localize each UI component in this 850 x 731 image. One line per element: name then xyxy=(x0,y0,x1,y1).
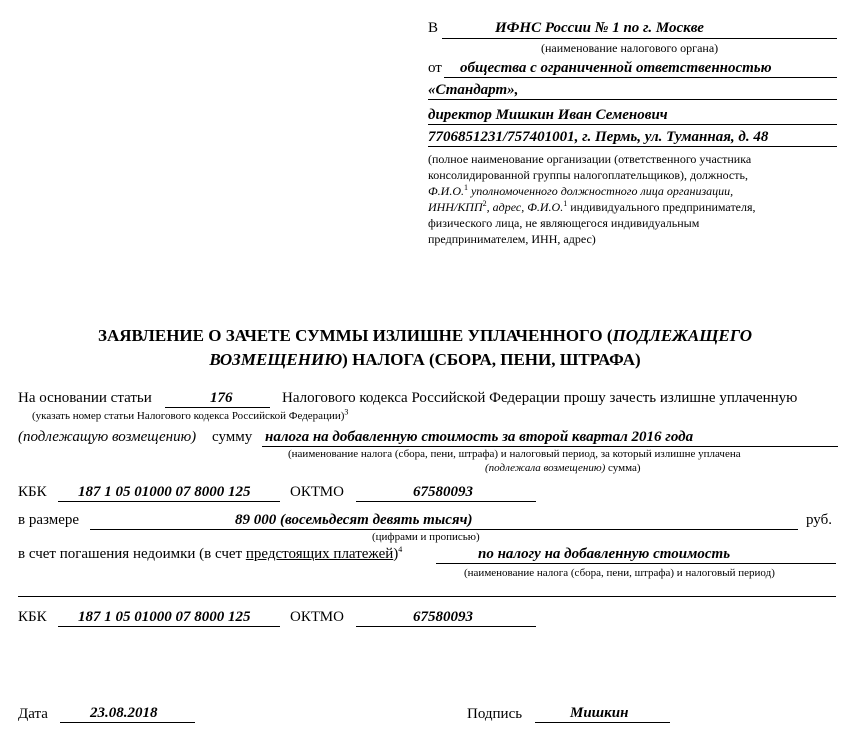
signature-value: Мишкин xyxy=(570,705,629,721)
oktmo2-underline xyxy=(356,626,536,627)
header-caption-line4: ИНН/КПП$^2$, адрес, Ф.И.О.$^1$ индивидуального предпринимателя, xyxy=(428,199,756,214)
amount-underline xyxy=(90,529,798,530)
from-label: от xyxy=(428,60,442,76)
from-underline-1 xyxy=(444,77,837,78)
oktmo2-label: ОКТМО xyxy=(290,609,344,625)
tax-name-underline xyxy=(262,446,838,447)
amount-caption: (цифрами и прописью) xyxy=(372,531,480,543)
debt-value: по налогу на добавленную стоимость xyxy=(478,546,731,562)
kbk-underline xyxy=(58,501,280,502)
signature-underline xyxy=(535,722,670,723)
kbk2-label: КБК xyxy=(18,609,47,625)
header-caption-line3: Ф.И.О.$^1$ уполномоченного должностного лица организации, xyxy=(428,183,734,198)
date-underline xyxy=(60,722,195,723)
separator-line xyxy=(18,596,836,597)
kbk2-value: 187 1 05 01000 07 8000 125 xyxy=(78,609,251,625)
from-line4: 7706851231/757401001, г. Пермь, ул. Туманная, д. 48 xyxy=(428,129,769,145)
basis-text: Налогового кодекса Российской Федерации прошу зачесть излишне уплаченную xyxy=(282,390,798,406)
sign-label: Подпись xyxy=(467,706,523,722)
header-caption-line5: физического лица, не являющегося индивидуальным xyxy=(428,216,700,230)
sum-label: сумму xyxy=(212,429,253,445)
document-title-line1: ЗАЯВЛЕНИЕ О ЗАЧЕТЕ СУММЫ ИЗЛИШНЕ УПЛАЧЕННОГО (ПОДЛЕЖАЩЕГО xyxy=(97,326,753,345)
debt-caption: (наименование налога (сбора, пени, штрафа) и налоговый период) xyxy=(464,567,775,579)
from-line1: общества с ограниченной ответственностью xyxy=(460,60,772,76)
oktmo-underline xyxy=(356,501,536,502)
debt-underline xyxy=(436,563,836,564)
header-caption-line6: предпринимателем, ИНН, адрес) xyxy=(428,232,596,246)
kbk2-underline xyxy=(58,626,280,627)
kbk-value: 187 1 05 01000 07 8000 125 xyxy=(78,484,251,500)
oktmo2-value: 67580093 xyxy=(413,609,473,625)
article-number: 176 xyxy=(210,390,233,406)
tax-caption-line1: (наименование налога (сбора, пени, штрафа) и налоговый период, за который излишне уплачена xyxy=(288,448,741,460)
date-label: Дата xyxy=(18,706,48,722)
amount-label: в размере xyxy=(18,512,80,528)
currency-label: руб. xyxy=(806,512,832,528)
tax-caption-line2: (подлежала возмещению) сумма) xyxy=(485,462,641,474)
tax-name: налога на добавленную стоимость за второй квартал 2016 года xyxy=(265,429,694,445)
to-label: В xyxy=(428,20,439,36)
oktmo-label: ОКТМО xyxy=(290,484,344,500)
article-underline xyxy=(165,407,270,408)
header-caption-line1: (полное наименование организации (ответственного участника xyxy=(428,152,752,166)
date-value: 23.08.2018 xyxy=(90,705,158,721)
oktmo-value: 67580093 xyxy=(413,484,473,500)
to-underline xyxy=(442,38,837,39)
basis-label: На основании статьи xyxy=(18,390,152,406)
amount-value: 89 000 (восемьдесят девять тысяч) xyxy=(235,512,473,528)
from-underline-3 xyxy=(428,124,837,125)
from-line3: директор Мишкин Иван Семенович xyxy=(428,107,668,123)
from-line2: «Стандарт», xyxy=(428,82,519,98)
document-title-line2: ВОЗМЕЩЕНИЮ) НАЛОГА (СБОРА, ПЕНИ, ШТРАФА) xyxy=(209,350,641,369)
article-caption: (указать номер статьи Налогового кодекса Российской Федерации)$^3$ xyxy=(32,407,349,422)
refund-text: (подлежащую возмещению) xyxy=(18,429,197,445)
header-caption-line2: консолидированной группы налогоплательщиков), должность, xyxy=(428,168,748,182)
debt-label: в счет погашения недоимки (в счет предстоящих платежей)$^4$ xyxy=(18,545,403,562)
from-underline-4 xyxy=(428,146,837,147)
to-value: ИФНС России № 1 по г. Москве xyxy=(495,20,704,36)
from-underline-2 xyxy=(428,99,837,100)
to-caption: (наименование налогового органа) xyxy=(541,41,719,55)
kbk-label: КБК xyxy=(18,484,47,500)
